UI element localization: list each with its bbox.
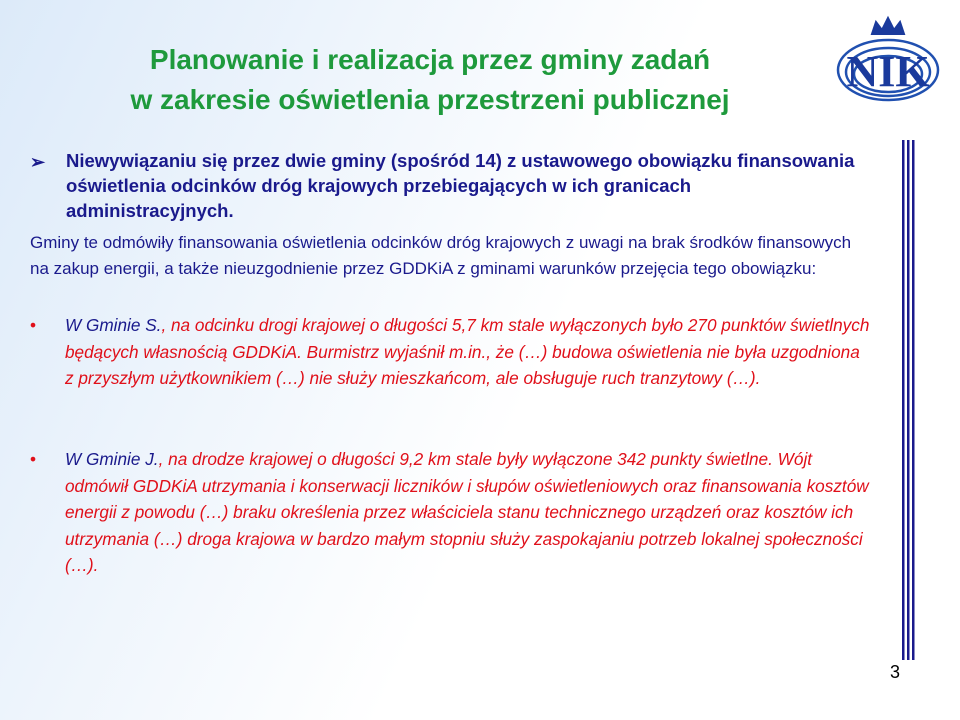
list-item-body: , na drodze krajowej o długości 9,2 km stale były wyłączone 342 punkty świetlne. Wójt odmówił GDDKiA utrzymania i konserwacji liczników i słupów oświetleniowych oraz finansowania kosztów energii z powodu (…) braku określenia przez właściciela stanu technicznego urządzeń oraz kosztów ich utrzymania (…) droga krajowa w bardzo małym stopniu służy zaspokajaniu potrzeb lokalnej społeczności (…). xyxy=(65,449,869,575)
list-item-text xyxy=(65,312,870,392)
dot-bullet-icon: • xyxy=(30,315,37,335)
logo-text: NIK xyxy=(846,47,930,96)
list-item-body: , na odcinku drogi krajowej o długości 5,7 km stale wyłączonych było 270 punktów świetlnych będących własnością GDDKiA. Burmistrz wyjaśnił m.in., że (…) budowa oświetlenia nie była uzgodniona z przyszłym użytkownikiem (…) nie służy mieszkańcom, ale obsługuje ruch tranzytowy (…). xyxy=(65,315,870,388)
list-item-text xyxy=(65,446,870,579)
list-item xyxy=(30,312,870,392)
list-item xyxy=(30,446,870,579)
main-bullet-text: Niewywiązaniu się przez dwie gminy (spośród 14) z ustawowego obowiązku finansowania oświetlenia odcinków dróg krajowych przebiegających w ich granicach administracyjnych. xyxy=(66,150,855,221)
title-line-2: w zakresie oświetlenia przestrzeni publicznej xyxy=(130,84,730,115)
list-item-lead: W Gminie S. xyxy=(65,315,162,335)
dot-bullet-icon: • xyxy=(30,449,37,469)
slide-title xyxy=(0,40,860,120)
decorative-vertical-lines xyxy=(900,140,920,660)
arrow-bullet-icon: ➢ xyxy=(30,152,46,172)
main-bullet xyxy=(30,148,860,223)
nik-logo-icon xyxy=(832,14,944,112)
list-item-lead: W Gminie J. xyxy=(65,449,159,469)
explanation-paragraph: Gminy te odmówiły finansowania oświetlenia odcinków dróg krajowych z uwagi na brak środków finansowych na zakup energii, a także nieuzgodnienie przez GDDKiA z gminami warunków przejęcia tego obowiązku: xyxy=(30,233,852,278)
page-number: 3 xyxy=(890,662,901,682)
title-line-1: Planowanie i realizacja przez gminy zadań xyxy=(149,44,711,75)
